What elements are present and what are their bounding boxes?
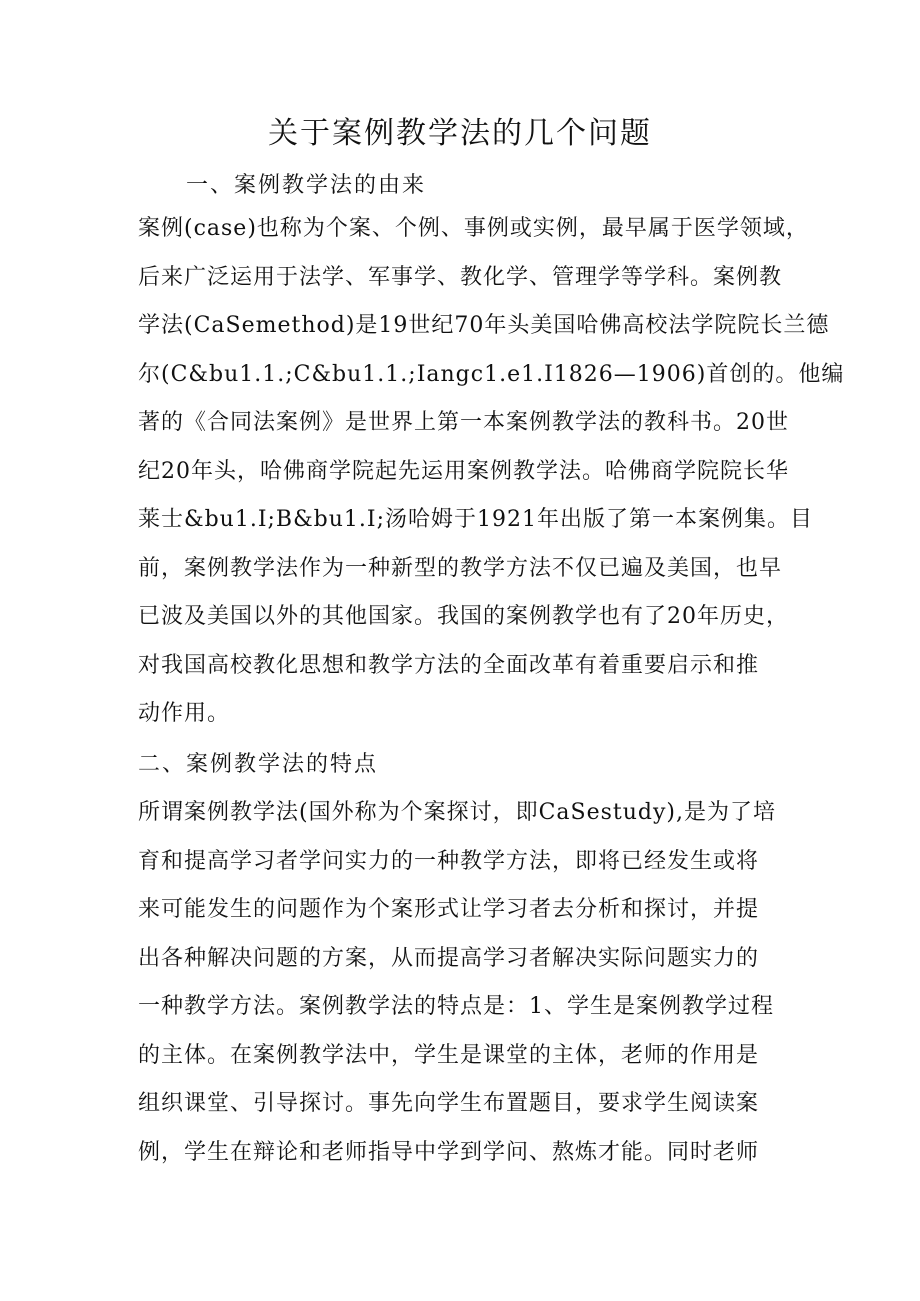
section-heading-origin: 一、案例教学法的由来 [186, 173, 427, 198]
paragraph-line: 案例(case)也称为个案、个例、事例或实例，最早属于医学领域， [138, 216, 809, 241]
paragraph-line: 一种教学方法。案例教学法的特点是：1、学生是案例教学过程 [138, 994, 774, 1019]
paragraph-line: 前，案例教学法作为一种新型的教学方法不仅已遍及美国，也早 [138, 555, 783, 581]
paragraph-line: 所谓案例教学法(国外称为个案探讨，即CaSestudy),是为了培 [138, 800, 777, 825]
paragraph-line: 后来广泛运用于法学、军事学、教化学、管理学等学科。案例教 [138, 264, 783, 290]
paragraph-line: 动作用。 [138, 701, 231, 726]
section-origin-paragraph [138, 205, 845, 739]
paragraph-line: 例，学生在辩论和老师指导中学到学问、熬炼才能。同时老师 [138, 1139, 760, 1165]
paragraph-line: 出各种解决问题的方案，从而提高学习者解决实际问题实力的 [138, 945, 760, 971]
paragraph-line: 育和提高学习者学问实力的一种教学方法，即将已经发生或将 [138, 848, 760, 874]
paragraph-line: 对我国高校教化思想和教学方法的全面改革有着重要启示和推 [138, 652, 760, 678]
paragraph-line: 已波及美国以外的其他国家。我国的案例教学也有了20年历史， [138, 604, 789, 629]
paragraph-line: 纪20年头，哈佛商学院起先运用案例教学法。哈佛商学院院长华 [138, 458, 789, 484]
section-heading-features: 二、案例教学法的特点 [138, 752, 379, 777]
paragraph-line: 尔(C&bu1.1.;C&bu1.1.;Iangc1.e1.I1826—1906)首创的。他编 [138, 361, 845, 387]
paragraph-line: 的主体。在案例教学法中，学生是课堂的主体，老师的作用是 [138, 1042, 760, 1068]
paragraph-line: 学法(CaSemethod)是19世纪70年头美国哈佛高校法学院院长兰德 [138, 313, 830, 338]
paragraph-line: 莱士&bu1.I;B&bu1.I;汤哈姆于1921年出版了第一本案例集。目 [138, 507, 814, 532]
paragraph-line: 组织课堂、引导探讨。事先向学生布置题目，要求学生阅读案 [138, 1091, 760, 1116]
section-features-paragraph [138, 789, 788, 1177]
paragraph-line: 著的《合同法案例》是世界上第一本案例教学法的教科书。20世 [138, 410, 789, 435]
paragraph-line: 来可能发生的问题作为个案形式让学习者去分析和探讨，并提 [138, 897, 760, 922]
document-title: 关于案例教学法的几个问题 [268, 116, 652, 151]
